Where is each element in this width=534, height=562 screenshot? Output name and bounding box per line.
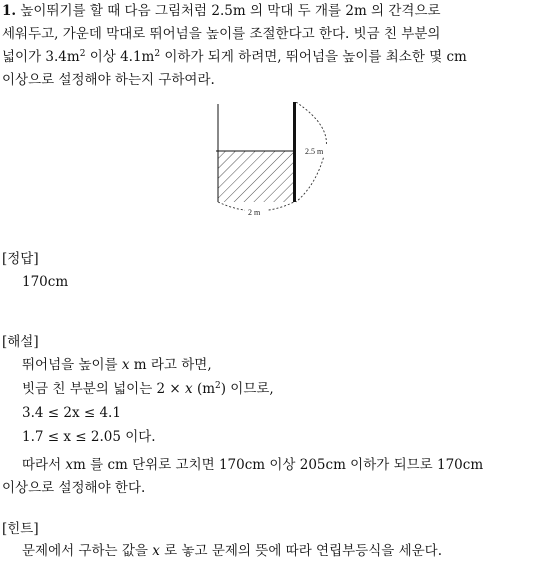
explanation-header: [해설] <box>2 334 39 350</box>
explanation-line-6: 이상으로 설정해야 한다. <box>2 480 146 496</box>
explanation-text: ) 이므로, <box>220 381 274 397</box>
question-line-4: 이상으로 설정해야 하는지 구하여라. <box>2 72 215 88</box>
question-area-text-a: 넓이가 3.4m <box>2 49 80 65</box>
height-label: 2.5 m <box>305 147 324 156</box>
explanation-text: m 라고 하면, <box>129 357 212 373</box>
answer-header: [정답] <box>2 251 39 267</box>
question-line-1 <box>2 2 441 20</box>
explanation-line-1 <box>22 356 212 374</box>
width-label: 2 m <box>248 208 261 217</box>
variable-x: x <box>121 357 130 373</box>
superscript-2: 2 <box>154 49 161 59</box>
right-pole <box>293 102 296 202</box>
hint-line <box>22 542 442 560</box>
hatched-area <box>218 151 294 202</box>
superscript-2: 2 <box>79 49 86 59</box>
question-line-3 <box>2 48 467 66</box>
explanation-text: 빗금 친 부분의 넓이는 2 × <box>22 381 186 397</box>
variable-x: x <box>65 457 74 473</box>
hint-text: 로 놓고 문제의 뜻에 따라 연립부등식을 세운다. <box>159 543 442 559</box>
explanation-line-2 <box>22 380 274 398</box>
superscript-2: 2 <box>215 381 221 391</box>
question-number: 1. <box>2 3 17 19</box>
explanation-line-4: 1.7 ≤ x ≤ 2.05 이다. <box>22 429 156 445</box>
explanation-text: 따라서 <box>22 457 66 473</box>
question-area-text-b: 이상 4.1m <box>85 49 155 65</box>
explanation-line-3: 3.4 ≤ 2x ≤ 4.1 <box>22 405 121 421</box>
hint-text: 문제에서 구하는 값을 <box>22 543 153 559</box>
explanation-text: (m <box>192 381 216 397</box>
explanation-line-5 <box>22 456 483 474</box>
explanation-text: 뛰어넘을 높이를 <box>22 357 122 373</box>
answer-value: 170cm <box>22 274 69 290</box>
figure-diagram <box>205 102 335 220</box>
question-line-2: 세워두고, 가운데 막대로 뛰어넘을 높이를 조절한다고 한다. 빗금 친 부분의 <box>2 26 441 42</box>
variable-x: x <box>152 543 160 559</box>
question-area-text-c: 이하가 되게 하려면, 뛰어넘을 높이를 최소한 몇 cm <box>160 49 467 65</box>
question-text-1: 높이뛰기를 할 때 다음 그림처럼 2.5m 의 막대 두 개를 2m 의 간격으로 <box>20 3 441 19</box>
hint-header: [힌트] <box>2 521 39 537</box>
high-jump-figure <box>205 102 335 220</box>
variable-x: x <box>185 381 193 397</box>
explanation-text: m 를 cm 단위로 고치면 170cm 이상 205cm 이하가 되므로 170cm <box>73 457 484 473</box>
